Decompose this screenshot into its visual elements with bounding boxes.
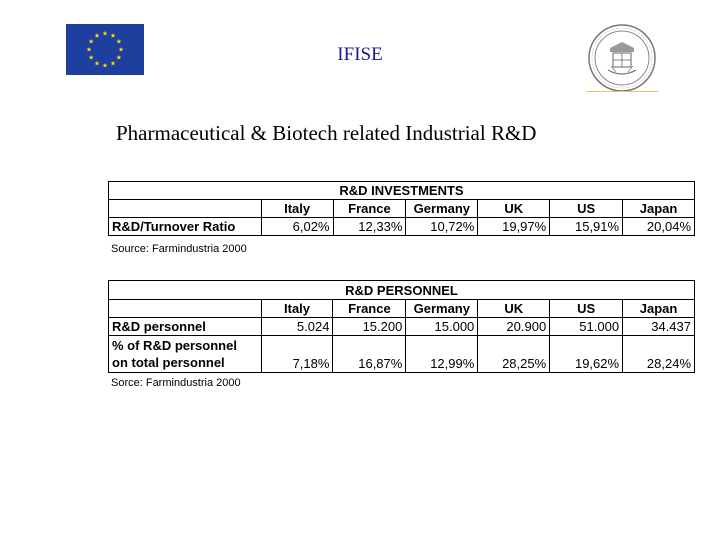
table-cell: 15.200 <box>333 317 406 335</box>
column-header: Japan <box>623 299 695 317</box>
column-header: US <box>550 299 623 317</box>
table-cell: 15,91% <box>550 218 623 236</box>
star-icon <box>95 33 100 38</box>
table-caption-row <box>109 182 695 200</box>
seal-underline <box>586 91 658 92</box>
table-row <box>109 335 695 372</box>
table-cell: 15.000 <box>406 317 478 335</box>
table-cell: 28,25% <box>478 335 550 372</box>
table-header-row <box>109 200 695 218</box>
star-icon <box>111 33 116 38</box>
source-note: Sorce: Farmindustria 2000 <box>111 377 241 389</box>
row-label <box>109 335 262 372</box>
university-seal-icon <box>586 22 658 94</box>
table-cell: 20.900 <box>478 317 550 335</box>
row-label-line: % of R&D personnel <box>112 337 237 353</box>
column-header: Italy <box>261 299 333 317</box>
table-header-empty <box>109 299 262 317</box>
table-cell: 5.024 <box>261 317 333 335</box>
table-caption: R&D INVESTMENTS <box>109 182 695 200</box>
column-header: Italy <box>261 200 333 218</box>
table-cell: 16,87% <box>333 335 406 372</box>
table-row <box>109 218 695 236</box>
column-header: US <box>550 200 623 218</box>
source-note: Source: Farmindustria 2000 <box>111 243 247 255</box>
header-title: IFISE <box>337 44 383 65</box>
table-cell: 7,18% <box>261 335 333 372</box>
star-icon <box>103 31 108 36</box>
table-cell: 51.000 <box>550 317 623 335</box>
table-cell: 34.437 <box>623 317 695 335</box>
rd-personnel-table <box>108 280 695 373</box>
row-label: R&D/Turnover Ratio <box>109 218 262 236</box>
row-label-line: on total personnel <box>112 354 225 370</box>
rd-investments-table <box>108 181 695 236</box>
column-header: UK <box>478 299 550 317</box>
star-icon <box>116 39 121 44</box>
table-cell: 12,99% <box>406 335 478 372</box>
table-cell: 19,62% <box>550 335 623 372</box>
table-cell: 10,72% <box>406 218 478 236</box>
column-header: France <box>333 299 406 317</box>
column-header: Germany <box>406 200 478 218</box>
table-cell: 6,02% <box>261 218 333 236</box>
table-cell: 12,33% <box>333 218 406 236</box>
table-caption-row <box>109 282 695 300</box>
table-header-row <box>109 299 695 317</box>
table-row <box>109 317 695 335</box>
column-header: Japan <box>623 200 695 218</box>
table-header-empty <box>109 200 262 218</box>
star-icon <box>89 39 94 44</box>
table-cell: 19,97% <box>478 218 550 236</box>
table-cell: 20,04% <box>623 218 695 236</box>
table-cell: 28,24% <box>623 335 695 372</box>
row-label: R&D personnel <box>109 317 262 335</box>
column-header: France <box>333 200 406 218</box>
table-caption: R&D PERSONNEL <box>109 282 695 300</box>
slide-title: Pharmaceutical & Biotech related Industrial R&D <box>116 121 537 145</box>
column-header: UK <box>478 200 550 218</box>
column-header: Germany <box>406 299 478 317</box>
